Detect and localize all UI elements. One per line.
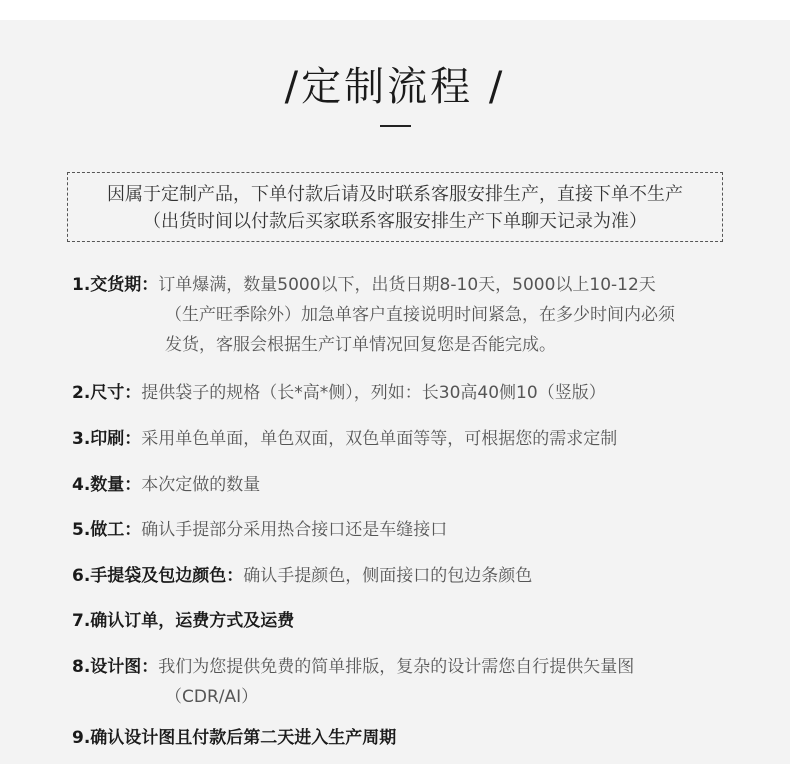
step-heading: 9.确认设计图且付款后第二天进入生产周期 [72, 728, 397, 748]
step-heading: 5.做工： [72, 520, 142, 540]
step-text: （CDR/AI） [165, 687, 259, 707]
step-confirm-order [72, 606, 762, 636]
step-text: 我们为您提供免费的简单排版，复杂的设计需您自行提供矢量图 [158, 657, 635, 677]
step-printing [72, 424, 762, 454]
step-workmanship [72, 515, 762, 545]
title-underline [380, 125, 411, 127]
step-text: 发货，客服会根据生产订单情况回复您是否能完成。 [165, 335, 556, 355]
step-quantity [72, 470, 762, 500]
step-text: （生产旺季除外）加急单客户直接说明时间紧急，在多少时间内必须 [165, 305, 675, 325]
notice-box [67, 172, 723, 242]
step-heading: 4.数量： [72, 475, 142, 495]
page-title: /定制流程 / [284, 64, 506, 110]
step-heading: 8.设计图： [72, 657, 159, 677]
step-production [72, 723, 762, 753]
step-text: 确认手提颜色，侧面接口的包边条颜色 [243, 566, 533, 586]
step-handle-color [72, 561, 762, 591]
step-heading: 1.交货期： [72, 275, 159, 295]
step-delivery [72, 270, 762, 360]
step-heading: 6.手提袋及包边颜色： [72, 566, 244, 586]
step-text: 确认手提部分采用热合接口还是车缝接口 [141, 520, 448, 540]
step-heading: 3.印刷： [72, 429, 142, 449]
notice-line-1: 因属于定制产品，下单付款后请及时联系客服安排生产，直接下单不生产 [107, 184, 683, 205]
step-size [72, 378, 762, 408]
step-heading: 2.尺寸： [72, 383, 142, 403]
notice-line-2: （出货时间以付款后买家联系客服安排生产下单聊天记录为准） [143, 211, 647, 232]
step-text: 提供袋子的规格（长*高*侧），列如：长30高40侧10（竖版） [141, 383, 606, 403]
step-design [72, 652, 762, 712]
process-panel [0, 20, 790, 764]
step-heading: 7.确认订单，运费方式及运费 [72, 611, 295, 631]
step-text: 订单爆满，数量5000以下，出货日期8-10天，5000以上10-12天 [158, 275, 656, 295]
step-text: 采用单色单面，单色双面，双色单面等等，可根据您的需求定制 [141, 429, 618, 449]
step-text: 本次定做的数量 [141, 475, 261, 495]
